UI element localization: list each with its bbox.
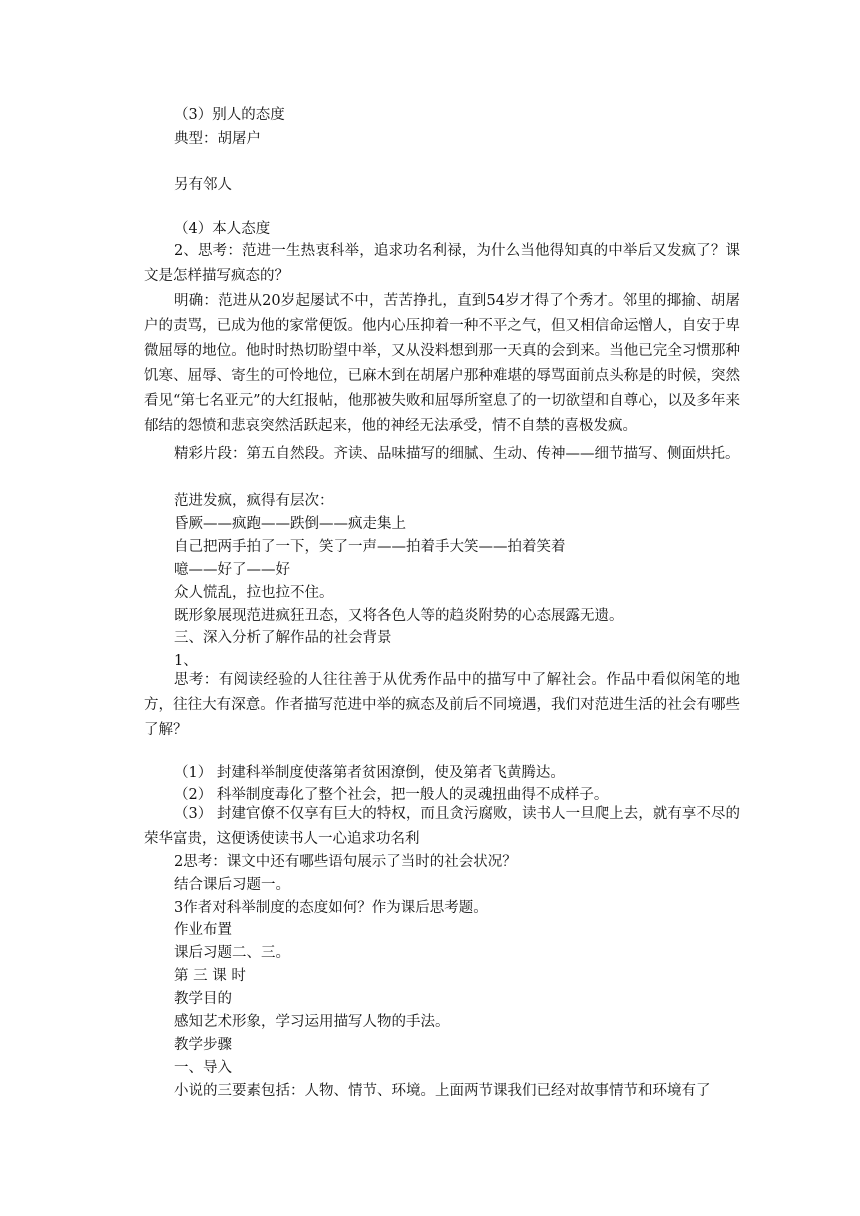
heading-introduction: 一、导入 (174, 1060, 232, 1076)
text-exercise-1: 结合课后习题一。 (174, 877, 290, 893)
heading-steps: 教学步骤 (174, 1037, 232, 1053)
point-1: （1） 封建科举制度使落第者贫困潦倒，使及第者飞黄腾达。 (174, 765, 565, 781)
text-introduction: 小说的三要素包括：人物、情节、环境。上面两节课我们已经对故事情节和环境有了 (174, 1083, 711, 1099)
text-neighbors: 另有邻人 (174, 177, 232, 193)
heading-homework: 作业布置 (174, 922, 232, 938)
paragraph-question-2: 2、思考：范进一生热衷科举，追求功名利禄，为什么当他得知真的中举后又发疯了？课文是怎样描写疯态的？ (144, 243, 740, 284)
heading-social-background: 三、深入分析了解作品的社会背景 (174, 630, 392, 646)
text-summary: 既形象展现范进疯狂丑态，又将各色人等的趋炎附势的心态展露无遗。 (174, 608, 624, 624)
text-question-2: 2思考：课文中还有哪些语句展示了当时的社会状况？ (174, 854, 517, 870)
text-crowd-chaos: 众人慌乱，拉也拉不住。 (174, 585, 334, 601)
paragraph-highlight: 精彩片段：第五自然段。齐读、品味描写的细腻、生动、传神——细节描写、侧面烘托。 (174, 446, 740, 462)
text-objective: 感知艺术形象，学习运用描写人物的手法。 (174, 1014, 450, 1030)
heading-others-attitude: （3）别人的态度 (174, 107, 285, 123)
heading-objective: 教学目的 (174, 991, 232, 1007)
point-3: （3） 封建官僚不仅享有巨大的特权，而且贪污腐败，读书人一旦爬上去，就有享不尽的荣华富贵，这便诱使读书人一心追求功名利 (144, 806, 740, 847)
text-madness-levels: 范进发疯，疯得有层次： (174, 493, 334, 509)
text-typical-butcher: 典型：胡屠户 (174, 131, 261, 147)
text-question-3: 3作者对科举制度的态度如何？作为课后思考题。 (174, 900, 488, 916)
point-2: （2） 科举制度毒化了整个社会，把一般人的灵魂扭曲得不成样子。 (174, 787, 609, 803)
text-number-1: 1、 (174, 653, 198, 669)
heading-third-lesson: 第 三 课 时 (174, 968, 246, 984)
text-sequence-3: 噫——好了——好 (174, 562, 290, 578)
text-sequence-1: 昏厥——疯跑——跌倒——疯走集上 (174, 516, 406, 532)
paragraph-clarify: 明确：范进从20岁起屡试不中，苦苦挣扎，直到54岁才得了个秀才。邻里的揶揄、胡屠户的责骂，已成为他的家常便饭。他内心压抑着一种不平之气，但又相信命运憎人，自安于卑微屈辱的地位。他时时热切盼望中举，又从没料想到那一天真的会到来。当他已完全习惯那种饥寒、屈辱、寄生的可怜地位，已麻木到在胡屠户那种难堪的辱骂面前点头称是的时候，突然看见“第七名亚元”的大红报帖，他那被失败和屈辱所窒息了的一切欲望和自尊心，以及多年来郁结的怨愤和悲哀突然活跃起来，他的神经无法承受，情不自禁的喜极发疯。 (144, 293, 740, 434)
paragraph-think-society: 思考：有阅读经验的人往往善于从优秀作品中的描写中了解社会。作品中看似闲笔的地方，往往大有深意。作者描写范进中举的疯态及前后不同境遇，我们对范进生活的社会有哪些了解？ (144, 672, 740, 738)
text-sequence-2: 自己把两手拍了一下，笑了一声——拍着手大笑——拍着笑着 (174, 539, 566, 555)
heading-own-attitude: （4）本人态度 (174, 221, 271, 237)
text-homework: 课后习题二、三。 (174, 945, 290, 961)
